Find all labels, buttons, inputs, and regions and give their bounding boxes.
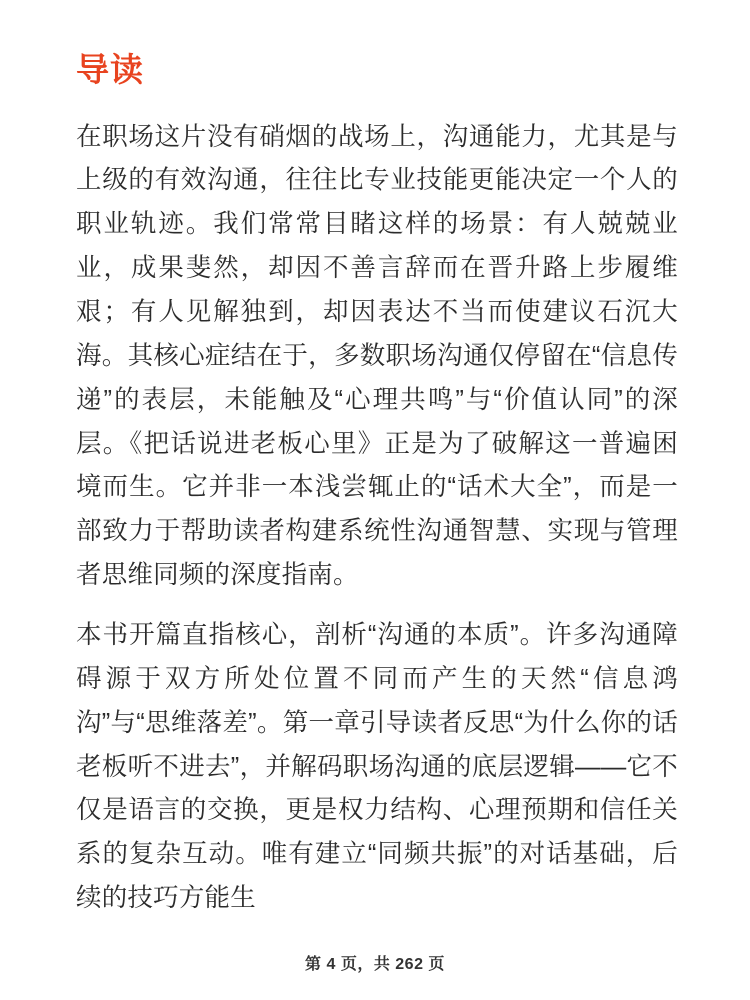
page-footer: 第 4 页，共 262 页	[305, 956, 445, 973]
body-paragraph-2: 本书开篇直指核心，剖析“沟通的本质”。许多沟通障碍源于双方所处位置不同而产生的天然“信息鸿沟”与“思维落差”。第一章引导读者反思“为什么你的话老板听不进去”，并解码职场沟通的底层逻辑——它不仅是语言的交换，更是权力结构、心理预期和信任关系的复杂互动。唯有建立“同频共振”的对话基础，后续的技巧方能生	[76, 621, 678, 913]
page-title: 导读	[76, 51, 144, 88]
body-paragraph-1: 在职场这片没有硝烟的战场上，沟通能力，尤其是与上级的有效沟通，往往比专业技能更能决定一个人的职业轨迹。我们常常目睹这样的场景：有人兢兢业业，成果斐然，却因不善言辞而在晋升路上步履维艰；有人见解独到，却因表达不当而使建议石沉大海。其核心症结在于，多数职场沟通仅停留在“信息传递”的表层，未能触及“心理共鸣”与“价值认同”的深层。《把话说进老板心里》正是为了破解这一普遍困境而生。它并非一本浅尝辄止的“话术大全”，而是一部致力于帮助读者构建系统性沟通智慧、实现与管理者思维同频的深度指南。	[76, 122, 678, 590]
